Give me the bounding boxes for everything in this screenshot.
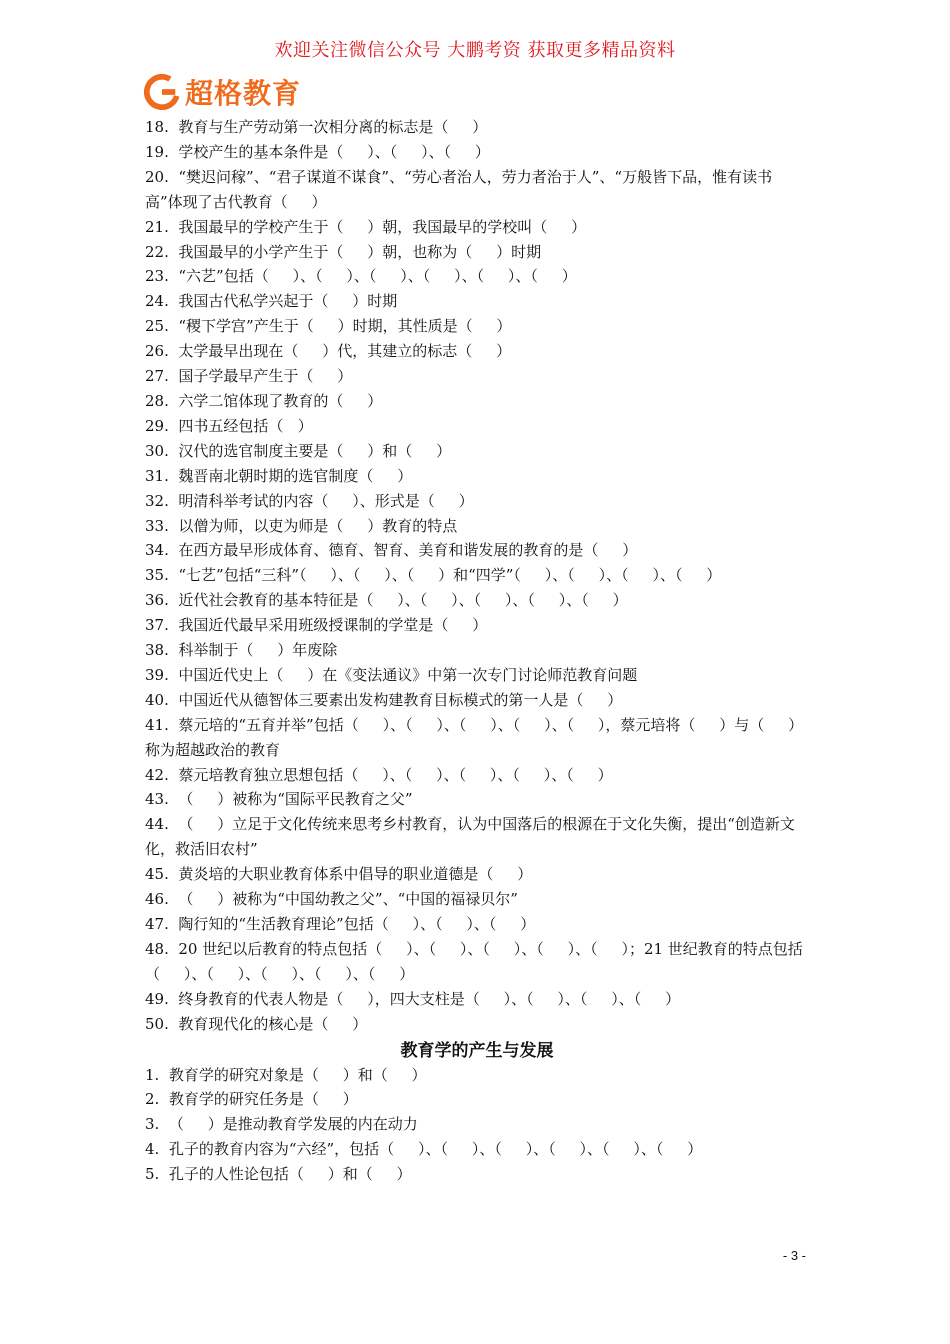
- logo-text: 超格教育: [185, 77, 302, 110]
- question-item: 32. 明清科举考试的内容（ ）、形式是（ ）: [145, 491, 474, 510]
- question-item: 28. 六学二馆体现了教育的（ ）: [145, 391, 383, 410]
- question-item: 48. 20 世纪以后教育的特点包括（ ）、（ ）、（ ）、（ ）、（ ）；21 世纪教育的特点包括（ ）、（ ）、（ ）、（ ）、（ ）: [145, 939, 803, 983]
- question-item: 49. 终身教育的代表人物是（ ），四大支柱是（ ）、（ ）、（ ）、（ ）: [145, 989, 681, 1008]
- question-item: 47. 陶行知的“生活教育理论”包括（ ）、（ ）、（ ）: [145, 915, 536, 933]
- question-item: 36. 近代社会教育的基本特征是（ ）、（ ）、（ ）、（ ）、（ ）: [145, 591, 628, 610]
- question-item: 22. 我国最早的小学产生于（ ）朝，也称为（ ）时期: [145, 242, 542, 261]
- question-item: 4. 孔子的教育内容为“六经”，包括（ ）、（ ）、（ ）、（ ）、（ ）、（ ）: [145, 1140, 703, 1159]
- question-item: 20. “樊迟问稼”、“君子谋道不谋食”、“劳心者治人，劳力者治于人”、“万般皆下品，惟有读书高”体现了古代教育（ ）: [145, 167, 773, 211]
- question-item: 19. 学校产生的基本条件是（ ）、（ ）、（ ）: [145, 142, 490, 161]
- question-item: 26. 太学最早出现在（ ）代，其建立的标志（ ）: [145, 342, 512, 361]
- question-item: 21. 我国最早的学校产生于（ ）朝，我国最早的学校叫（ ）: [145, 217, 587, 236]
- question-item: 40. 中国近代从德智体三要素出发构建教育目标模式的第一人是（ ）: [145, 690, 623, 709]
- question-item: 29. 四书五经包括（ ）: [145, 416, 313, 435]
- question-item: 5. 孔子的人性论包括（ ）和（ ）: [145, 1165, 412, 1184]
- question-item: 44. （ ）立足于文化传统来思考乡村教育，认为中国落后的根源在于文化失衡，提出“创造新文化，救活旧农村”: [145, 815, 795, 859]
- question-item: 42. 蔡元培教育独立思想包括（ ）、（ ）、（ ）、（ ）、（ ）: [145, 765, 613, 784]
- question-item: 39. 中国近代史上（ ）在《变法通议》中第一次专门讨论师范教育问题: [145, 665, 638, 684]
- page-number: - 3 -: [782, 1248, 806, 1263]
- question-item: 41. 蔡元培的“五育并举”包括（ ）、（ ）、（ ）、（ ）、（ ），蔡元培将（ ）与（ ）称为超越政治的教育: [145, 715, 804, 759]
- question-item: 27. 国子学最早产生于（ ）: [145, 367, 353, 386]
- question-item: 46. （ ）被称为“中国幼教之父”、“中国的福禄贝尔”: [145, 890, 518, 909]
- question-item: 24. 我国古代私学兴起于（ ）时期: [145, 292, 398, 311]
- question-item: 1. 教育学的研究对象是（ ）和（ ）: [145, 1065, 427, 1084]
- question-list: [145, 115, 809, 1187]
- question-item: 2. 教育学的研究任务是（ ）: [145, 1090, 358, 1109]
- question-item: 23. “六艺”包括（ ）、（ ）、（ ）、（ ）、（ ）、（ ）: [145, 267, 577, 286]
- question-item: 30. 汉代的选官制度主要是（ ）和（ ）: [145, 441, 452, 460]
- promo-banner: 欢迎关注微信公众号 大鹏考资 获取更多精品资料: [274, 40, 676, 61]
- question-item: 43. （ ）被称为“国际平民教育之父”: [145, 790, 413, 809]
- question-item: 35. “七艺”包括“三科”（ ）、（ ）、（ ）和“四学”（ ）、（ ）、（ ）、（ ）: [145, 566, 722, 585]
- question-item: 50. 教育现代化的核心是（ ）: [145, 1014, 368, 1033]
- question-item: 45. 黄炎培的大职业教育体系中倡导的职业道德是（ ）: [145, 865, 533, 884]
- question-item: 37. 我国近代最早采用班级授课制的学堂是（ ）: [145, 616, 488, 635]
- question-item: 31. 魏晋南北朝时期的选官制度（ ）: [145, 466, 413, 485]
- question-item: 33. 以僧为师，以吏为师是（ ）教育的特点: [145, 516, 458, 535]
- question-item: 25. “稷下学宫”产生于（ ）时期，其性质是（ ）: [145, 317, 512, 336]
- question-item: 34. 在西方最早形成体育、德育、智育、美育和谐发展的教育的是（ ）: [145, 541, 638, 560]
- question-item: 3. （ ）是推动教育学发展的内在动力: [145, 1115, 418, 1134]
- section-heading: 教育学的产生与发展: [400, 1040, 554, 1061]
- logo: [143, 72, 301, 112]
- question-item: 38. 科举制于（ ）年废除: [145, 641, 338, 660]
- question-item: 18. 教育与生产劳动第一次相分离的标志是（ ）: [145, 118, 488, 136]
- logo-g-icon: [143, 73, 181, 111]
